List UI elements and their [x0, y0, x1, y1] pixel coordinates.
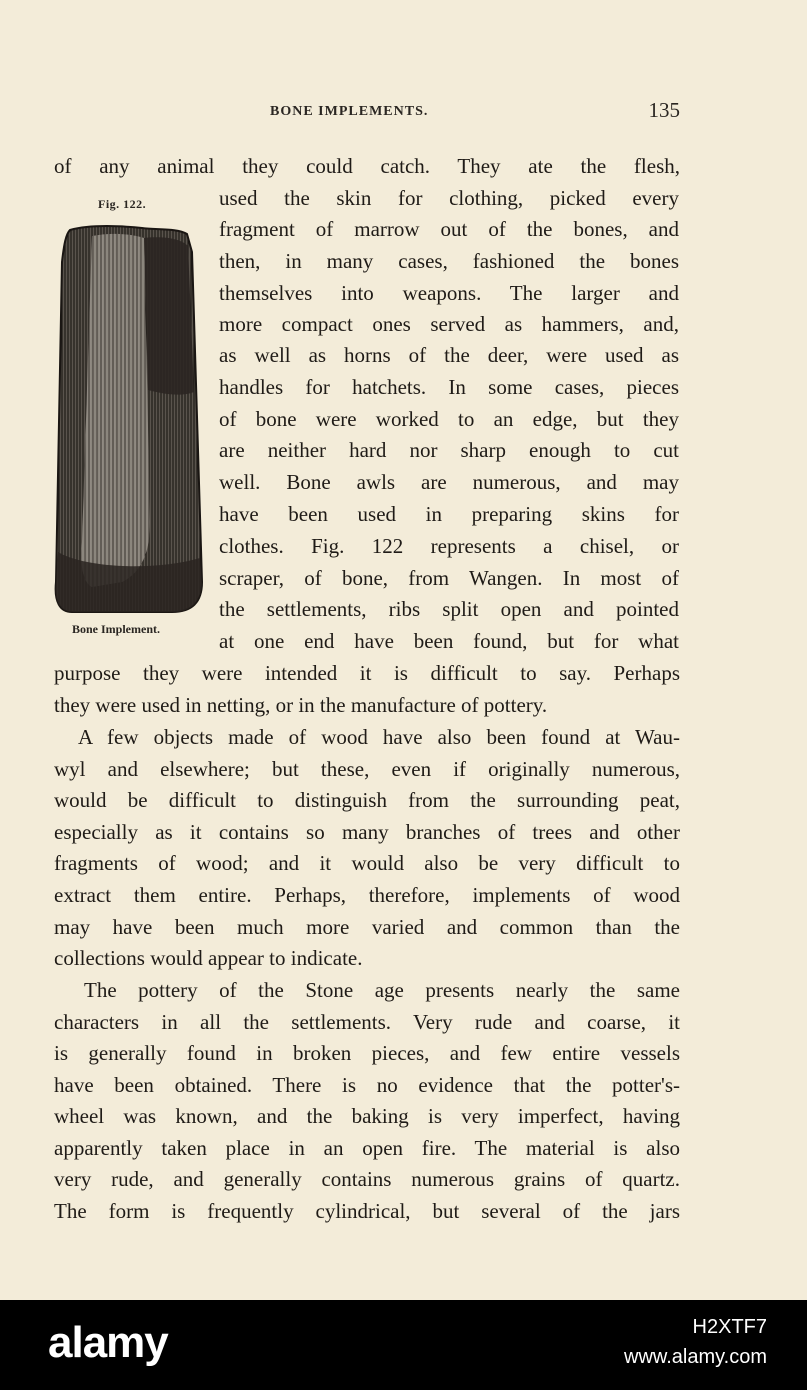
text-line: collections would appear to indicate.: [54, 946, 363, 970]
text-line: fragments of wood; and it would also be very difficult to: [54, 851, 680, 875]
brand-url: www.alamy.com: [624, 1346, 767, 1368]
text-line: wheel was known, and the baking is very imperfect, having: [54, 1104, 680, 1128]
text-line: used the skin for clothing, picked every: [219, 186, 679, 210]
page-number: 135: [648, 98, 680, 122]
text-line: have been used in preparing skins for: [219, 502, 679, 526]
text-line: extract them entire. Perhaps, therefore, implements of wood: [54, 883, 680, 907]
text-line: the settlements, ribs split open and pointed: [219, 597, 679, 621]
figure-caption: Bone Implement.: [72, 622, 160, 636]
text-line: especially as it contains so many branches of trees and other: [54, 820, 680, 844]
text-line: fragment of marrow out of the bones, and: [219, 217, 679, 241]
text-line: may have been much more varied and common than the: [54, 915, 680, 939]
text-line: are neither hard nor sharp enough to cut: [219, 438, 679, 462]
text-line: they were used in netting, or in the manufacture of pottery.: [54, 693, 548, 717]
text-line: themselves into weapons. The larger and: [219, 281, 679, 305]
text-line: have been obtained. There is no evidence that the potter's-: [54, 1073, 680, 1097]
text-line: apparently taken place in an open fire. The material is also: [54, 1136, 680, 1160]
stock-id: H2XTF7: [692, 1316, 767, 1338]
text-line: as well as horns of the deer, were used as: [219, 343, 679, 367]
bone-implement-illustration: [52, 222, 210, 614]
text-line: scraper, of bone, from Wangen. In most of: [219, 566, 679, 590]
text-line: more compact ones served as hammers, and,: [219, 312, 679, 336]
figure-label: Fig. 122.: [98, 197, 147, 211]
text-line: then, in many cases, fashioned the bones: [219, 249, 679, 273]
text-line: characters in all the settlements. Very rude and coarse, it: [54, 1010, 680, 1034]
text-line: The form is frequently cylindrical, but several of the jars: [54, 1199, 680, 1223]
text-line: at one end have been found, but for what: [219, 629, 679, 653]
text-line: of any animal they could catch. They ate the flesh,: [54, 154, 680, 178]
text-line: very rude, and generally contains numerous grains of quartz.: [54, 1167, 680, 1191]
text-line: handles for hatchets. In some cases, pieces: [219, 375, 679, 399]
text-line: purpose they were intended it is difficult to say. Perhaps: [54, 661, 680, 685]
brand-logo: alamy: [48, 1318, 168, 1367]
text-line: would be difficult to distinguish from the surrounding peat,: [54, 788, 680, 812]
text-line: is generally found in broken pieces, and few entire vessels: [54, 1041, 680, 1065]
text-line: clothes. Fig. 122 represents a chisel, or: [219, 534, 679, 558]
text-line: of bone were worked to an edge, but they: [219, 407, 679, 431]
text-line: well. Bone awls are numerous, and may: [219, 470, 679, 494]
text-line: wyl and elsewhere; but these, even if originally numerous,: [54, 757, 680, 781]
running-head: BONE IMPLEMENTS.: [270, 104, 429, 119]
paragraph-first-line: A few objects made of wood have also been found at Wau-: [78, 725, 680, 749]
paragraph-first-line: The pottery of the Stone age presents nearly the same: [84, 978, 680, 1002]
